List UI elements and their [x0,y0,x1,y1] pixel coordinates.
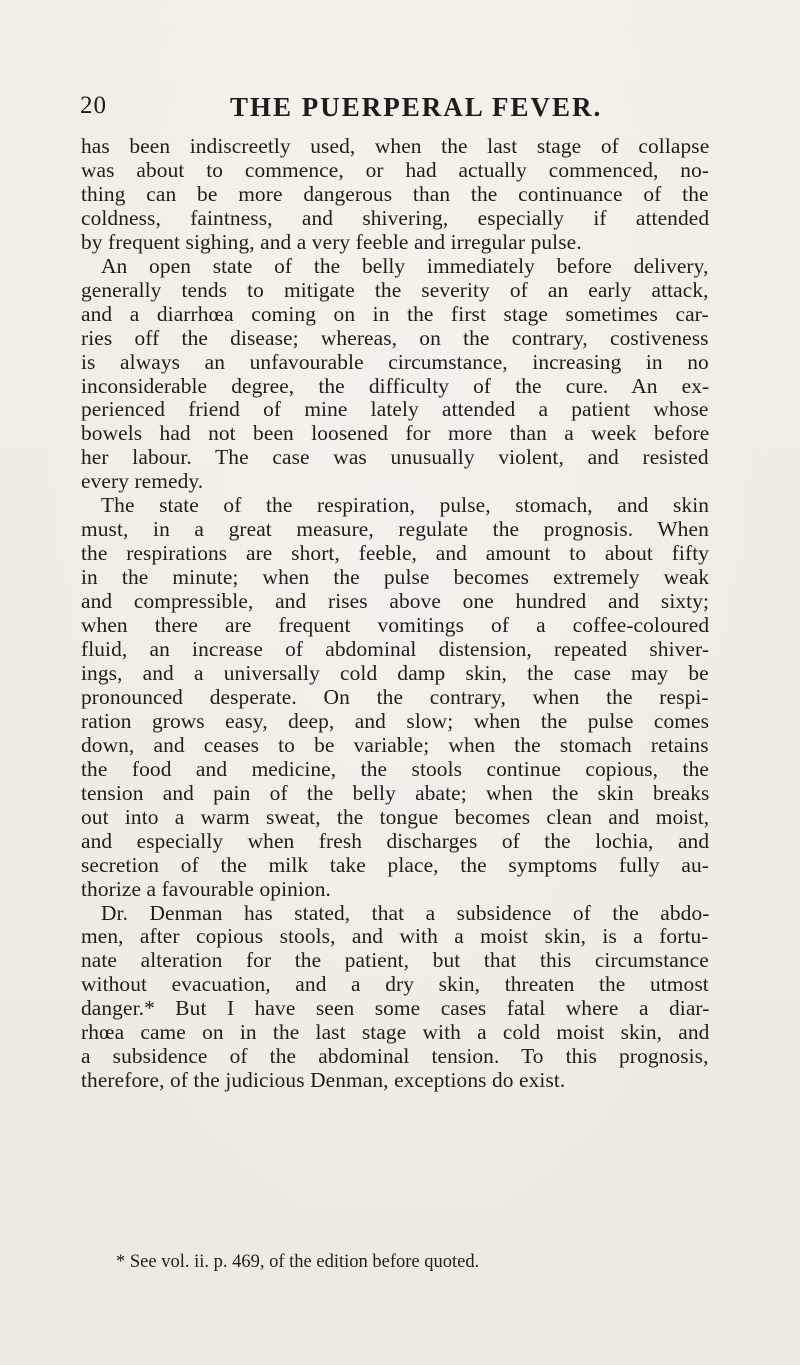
text-line: must, in a great measure, regulate the prognosis. When [81,517,709,542]
text-line: ries off the disease; whereas, on the contrary, costiveness [81,325,709,350]
text-line: a subsidence of the abdominal tension. To this prognosis, [81,1044,709,1069]
text-line: Dr. Denman has stated, that a subsidence of the abdo- [101,900,710,925]
footnote: * See vol. ii. p. 469, of the edition before quoted. [116,1252,480,1272]
text-line: The state of the respiration, pulse, stomach, and skin [101,493,710,518]
text-line: inconsiderable degree, the difficulty of the cure. An ex- [81,373,710,398]
text-line: is always an unfavourable circumstance, increasing in no [81,349,709,374]
running-head [80,92,730,126]
text-line: tension and pain of the belly abate; when the skin breaks [81,780,710,805]
text-line: men, after copious stools, and with a moist skin, is a fortu- [81,924,709,949]
text-line: by frequent sighing, and a very feeble and irregular pulse. [81,229,582,254]
text-line: rhœa came on in the last stage with a cold moist skin, and [81,1020,710,1045]
body-text [81,135,709,1093]
text-line: thorize a favourable opinion. [81,876,331,901]
text-line: when there are frequent vomitings of a coffee-coloured [81,613,710,638]
text-line: generally tends to mitigate the severity of an early attack, [81,277,709,302]
text-line: fluid, an increase of abdominal distension, repeated shiver- [81,637,710,662]
text-line: thing can be more dangerous than the continuance of the [81,181,709,206]
text-line: and a diarrhœa coming on in the first stage sometimes car- [81,301,709,326]
text-line: out into a warm sweat, the tongue becomes clean and moist, [81,804,710,829]
page-number: 20 [80,92,107,119]
text-line: and especially when fresh discharges of the lochia, and [81,828,710,853]
text-line: secretion of the milk take place, the symptoms fully au- [81,852,710,877]
text-line: and compressible, and rises above one hundred and sixty; [81,589,710,614]
text-line: coldness, faintness, and shivering, especially if attended [81,205,710,230]
text-line: without evacuation, and a dry skin, threaten the utmost [81,972,709,997]
text-line: every remedy. [81,469,204,494]
text-line: An open state of the belly immediately before delivery, [101,253,709,278]
text-line: was about to commence, or had actually commenced, no- [81,157,710,182]
text-line: bowels had not been loosened for more than a week before [81,421,710,446]
text-line: nate alteration for the patient, but that this circumstance [81,948,709,973]
text-line: danger.* But I have seen some cases fatal where a diar- [81,996,710,1021]
text-line: the food and medicine, the stools continue copious, the [81,756,709,781]
text-line: therefore, of the judicious Denman, exceptions do exist. [81,1068,566,1093]
text-line: pronounced desperate. On the contrary, when the respi- [81,684,709,709]
text-line: ings, and a universally cold damp skin, the case may be [81,660,709,685]
text-line: in the minute; when the pulse becomes extremely weak [81,565,710,590]
text-line: ration grows easy, deep, and slow; when the pulse comes [81,708,710,733]
text-line: perienced friend of mine lately attended a patient whose [81,397,709,422]
text-line: her labour. The case was unusually violent, and resisted [81,445,709,470]
text-line: down, and ceases to be variable; when the stomach retains [81,732,709,757]
text-line: the respirations are short, feeble, and amount to about fifty [81,541,710,566]
chapter-title: THE PUERPERAL FEVER. [230,92,603,122]
text-line: has been indiscreetly used, when the last stage of collapse [81,134,710,158]
